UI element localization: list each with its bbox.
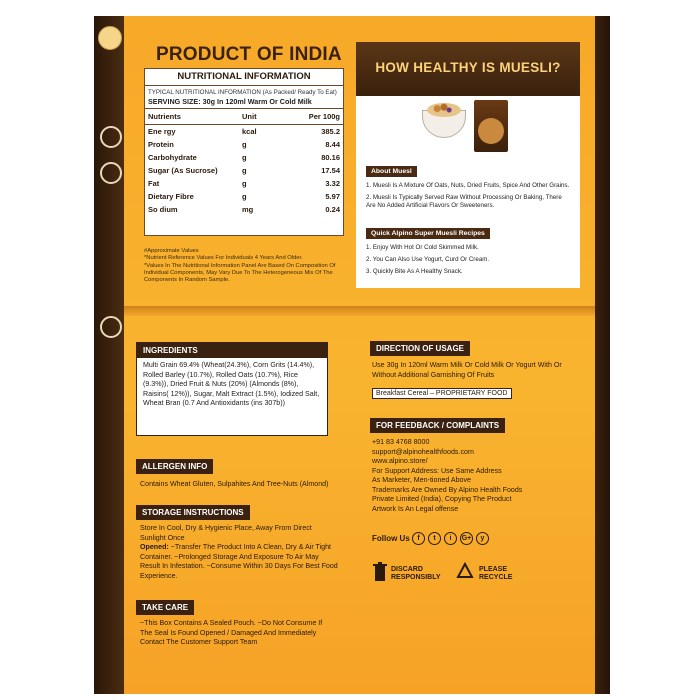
nutrient-name: Ene rgy (148, 127, 176, 136)
column-header: Per 100g (291, 109, 343, 125)
recipe-item: 2. You Can Also Use Yogurt, Curd Or Cream. (366, 256, 490, 263)
nutrient-unit: g (242, 140, 247, 149)
nutrient-value: 385.2 (321, 127, 340, 136)
nutrient-value: 17.54 (321, 166, 340, 175)
allergen-text: Contains Wheat Gluten, Sulpahites And Tree-Nuts (Almond) (140, 480, 329, 488)
proprietary-food-label: Breakfast Cereal – PROPRIETARY FOOD (372, 388, 512, 399)
circle-icon (100, 162, 122, 184)
nutrient-value: 8.44 (325, 140, 340, 149)
nutrient-name: Dietary Fibre (148, 192, 194, 201)
feedback-line: As Marketer, Men-tioned Above (372, 476, 471, 484)
how-healthy-title: HOW HEALTHY IS MUESLI? (356, 42, 580, 96)
recipes-list (366, 244, 572, 276)
storage-opened-text: ~Transfer The Product Into A Clean, Dry & Air Tight Container. ~Prolonged Storage And Exposure To Air May Result In Infestation. ~Consume Within 30 Days For Best Food Experience. (140, 543, 338, 580)
note-line: *Values In The Nutritional Information Panel Are Based On Composition Of Individual Components, May Vary Due To The Heterogeneous Mix Of The Components In Random Sample. (144, 262, 336, 284)
instagram-icon: i (444, 532, 457, 545)
nutrient-name: Fat (148, 179, 160, 188)
nutrient-name: Carbohydrate (148, 153, 197, 162)
nutrient-value: 5.97 (325, 192, 340, 201)
follow-us-label: Follow Us (372, 534, 410, 543)
brand-logo-icon (98, 26, 122, 50)
note-line: *Nutrient Reference Values For Individuals 4 Years And Older. (144, 255, 303, 262)
table-row (145, 190, 343, 203)
nutrient-unit: g (242, 192, 247, 201)
recycle-icon (455, 562, 475, 582)
twitter-icon: t (428, 532, 441, 545)
table-row (145, 177, 343, 190)
feedback-line: Private Limited (India), Copying The Product (372, 495, 512, 503)
nutrient-unit: mg (242, 205, 254, 214)
column-header: Nutrients (145, 109, 239, 125)
ingredients-text: Multi Grain 69.4% (Wheat(24.3%), Corn Grits (14.4%), Rolled Barley (10.7%), Rolled Oats (10.7%), Rice (9.3%)), Dried Fruit & Nuts (20%) (Almonds (8%), Raisins( 12%)), Sugar, Malt Extract (1.5%), Iodized Salt, Wheat Bran (0.7 And Antioxidants (ins 307b)) (143, 361, 320, 407)
nutrient-value: 3.32 (325, 179, 340, 188)
table-row (145, 125, 343, 139)
discard-responsibly-label (391, 566, 441, 582)
about-text (366, 182, 572, 210)
serving-size: SERVING SIZE: 30g In 120ml Warm Or Cold Milk (145, 96, 343, 109)
recycle-line: PLEASE (479, 566, 508, 573)
note-line: #Approximate Values (144, 248, 199, 254)
take-care-title: TAKE CARE (136, 600, 194, 615)
storage-text (140, 524, 338, 581)
about-line: 2. Muesli Is Typically Served Raw Without Processing Or Baking, There Are No Added Artificial Flavors Or Sweeteners. (366, 194, 562, 209)
take-care-text: ~This Box Contains A Sealed Pouch. ~Do Not Consume If The Seal Is Found Opened / Damaged And Immediately Contact The Customer Support Team (140, 619, 323, 646)
feedback-line: Trademarks Are Owned By Alpino Health Foods (372, 485, 523, 494)
table-row (145, 138, 343, 151)
feedback-line: support@alpinohealthfoods.com (372, 447, 474, 456)
feedback-line: +91 83 4768 8000 (372, 438, 430, 446)
opened-label: Opened: (140, 543, 169, 551)
table-row (145, 203, 343, 216)
divider-band (124, 306, 595, 316)
table-row (145, 151, 343, 164)
feedback-title: FOR FEEDBACK / COMPLAINTS (370, 418, 505, 433)
nutrient-name: Protein (148, 140, 174, 149)
how-healthy-panel (356, 42, 580, 288)
box-spine (94, 16, 124, 694)
storage-title: STORAGE INSTRUCTIONS (136, 505, 250, 520)
youtube-icon: y (476, 532, 489, 545)
nutrient-unit: kcal (242, 127, 257, 136)
product-of-india-heading: PRODUCT OF INDIA (156, 44, 342, 65)
about-line: 1. Muesli Is A Mixture Of Oats, Nuts, Dried Fruits, Spice And Other Grains. (366, 182, 570, 189)
table-row (145, 164, 343, 177)
nutrition-table (145, 109, 343, 216)
discard-line: RESPONSIBLY (391, 574, 441, 581)
feedback-text (372, 438, 577, 514)
trash-bin-icon (372, 562, 388, 582)
table-header-row (145, 109, 343, 125)
discard-line: DISCARD (391, 566, 423, 573)
recipe-item: 1. Enjoy With Hot Or Cold Skimmed Milk. (366, 244, 479, 251)
circle-icon (100, 316, 122, 338)
ingredients-box (136, 342, 328, 436)
nutrient-unit: g (242, 179, 247, 188)
storage-line: Store In Cool, Dry & Hygienic Place, Away From Direct Sunlight Once (140, 524, 312, 542)
facebook-icon: f (412, 532, 425, 545)
nutrient-unit: g (242, 153, 247, 162)
circle-icon (100, 126, 122, 148)
allergen-title: ALLERGEN INFO (136, 459, 213, 474)
nutrient-unit: g (242, 166, 247, 175)
nutrient-name: So dium (148, 205, 178, 214)
recipe-item: 3. Quickly Bite As A Healthy Snack. (366, 268, 463, 275)
feedback-line: www.alpino.store/ (372, 457, 428, 465)
nutrient-value: 0.24 (325, 205, 340, 214)
muesli-bowl-icon (422, 110, 466, 138)
nutrition-panel (144, 68, 344, 236)
nutrient-value: 80.16 (321, 153, 340, 162)
usage-title: DIRECTION OF USAGE (370, 341, 470, 356)
nutrition-title: NUTRITIONAL INFORMATION (145, 69, 343, 86)
recycle-line: RECYCLE (479, 574, 513, 581)
ingredients-title: INGREDIENTS (137, 343, 327, 358)
google-plus-icon: G+ (460, 532, 473, 545)
recipes-heading: Quick Alpino Super Muesli Recipes (366, 228, 490, 239)
muesli-pack-icon (474, 100, 508, 152)
please-recycle-label (479, 566, 512, 582)
feedback-line: Artwork Is An Legal offense (372, 504, 459, 513)
nutrition-notes (144, 248, 349, 284)
about-muesli-heading: About Muesl (366, 166, 417, 177)
nutrient-name: Sugar (As Sucrose) (148, 166, 218, 175)
box-right-edge (595, 16, 610, 694)
feedback-line: For Support Address: Use Same Address (372, 466, 502, 475)
column-header: Unit (239, 109, 291, 125)
usage-text: Use 30g In 120ml Warm Milk Or Cold Milk Or Yogurt With Or Without Additional Garnishing Of Fruits (372, 361, 562, 379)
typical-info: TYPICAL NUTRITIONAL INFORMATION (As Packed/ Ready To Eat) (148, 89, 337, 96)
